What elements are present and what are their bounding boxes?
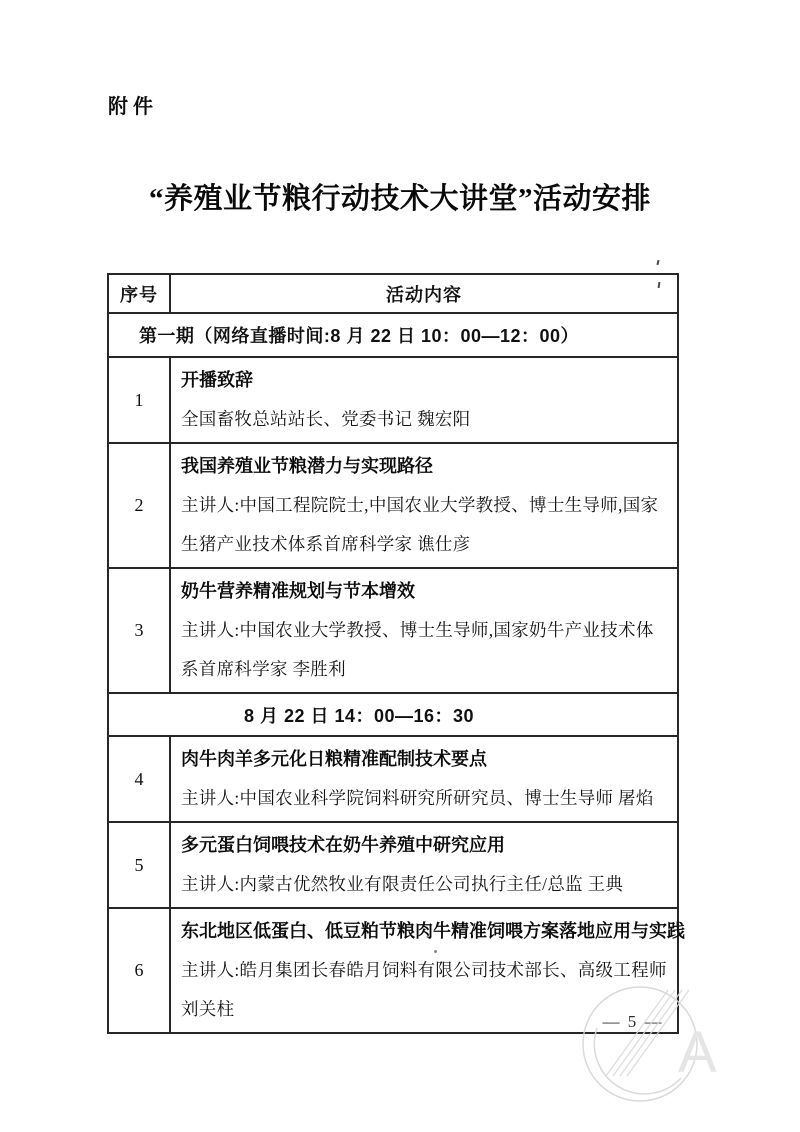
table-row xyxy=(108,568,678,693)
activity-speaker: 主讲人:中国农业科学院饲料研究所研究员、博士生导师 屠焰 xyxy=(181,788,654,808)
session-2-header: 8 月 22 日 14：00—16：30 xyxy=(108,693,678,736)
activity-cell xyxy=(170,568,678,693)
row-number: 3 xyxy=(108,568,170,693)
activity-speaker: 主讲人:中国农业大学教授、博士生导师,国家奶牛产业技术体系首席科学家 李胜利 xyxy=(181,620,654,679)
table-row xyxy=(108,736,678,822)
activity-title: 奶牛营养精准规划与节本增效 xyxy=(181,581,415,601)
activity-title: 多元蛋白饲喂技术在奶牛养殖中研究应用 xyxy=(181,835,505,855)
row-number: 2 xyxy=(108,443,170,568)
activity-title: 开播致辞 xyxy=(181,370,253,390)
session-row-2 xyxy=(108,693,678,736)
activity-cell xyxy=(170,736,678,822)
activity-schedule-table xyxy=(107,273,685,1034)
row-number: 5 xyxy=(108,822,170,908)
activity-title: 东北地区低蛋白、低豆粕节粮肉牛精准饲喂方案落地应用与实践 xyxy=(181,921,685,941)
activity-speaker: 全国畜牧总站站长、党委书记 魏宏阳 xyxy=(181,409,471,429)
scan-artifact xyxy=(656,260,659,265)
attachment-label: 附件 xyxy=(108,96,158,118)
page-title: “养殖业节粮行动技术大讲堂”活动安排 xyxy=(148,183,651,215)
activity-title: 肉牛肉羊多元化日粮精准配制技术要点 xyxy=(181,749,487,769)
table-row xyxy=(108,822,678,908)
header-cell-no: 序号 xyxy=(108,274,170,313)
row-number: 1 xyxy=(108,357,170,443)
page-number: — 5 — xyxy=(602,1012,664,1031)
row-number: 6 xyxy=(108,908,170,1033)
activity-speaker: 主讲人:中国工程院院士,中国农业大学教授、博士生导师,国家生猪产业技术体系首席科学家 谯仕彦 xyxy=(181,495,659,554)
activity-speaker: 主讲人:内蒙古优然牧业有限责任公司执行主任/总监 王典 xyxy=(181,874,624,894)
circular-logo-watermark-icon xyxy=(575,980,725,1120)
activity-cell xyxy=(170,443,678,568)
session-1-header: 第一期（网络直播时间:8 月 22 日 10：00—12：00） xyxy=(108,313,678,357)
header-cell-activity: 活动内容 xyxy=(170,274,678,313)
activity-cell xyxy=(170,822,678,908)
session-row-1 xyxy=(108,313,678,357)
table-header-row xyxy=(108,274,678,313)
table-row xyxy=(108,357,678,443)
row-number: 4 xyxy=(108,736,170,822)
table-row xyxy=(108,443,678,568)
activity-title: 我国养殖业节粮潜力与实现路径 xyxy=(181,456,433,476)
activity-cell xyxy=(170,357,678,443)
scan-artifact xyxy=(434,950,437,953)
watermark-letter: A xyxy=(678,1020,717,1085)
activity-speaker: 主讲人:皓月集团长春皓月饲料有限公司技术部长、高级工程师 刘关柱 xyxy=(181,960,667,1019)
